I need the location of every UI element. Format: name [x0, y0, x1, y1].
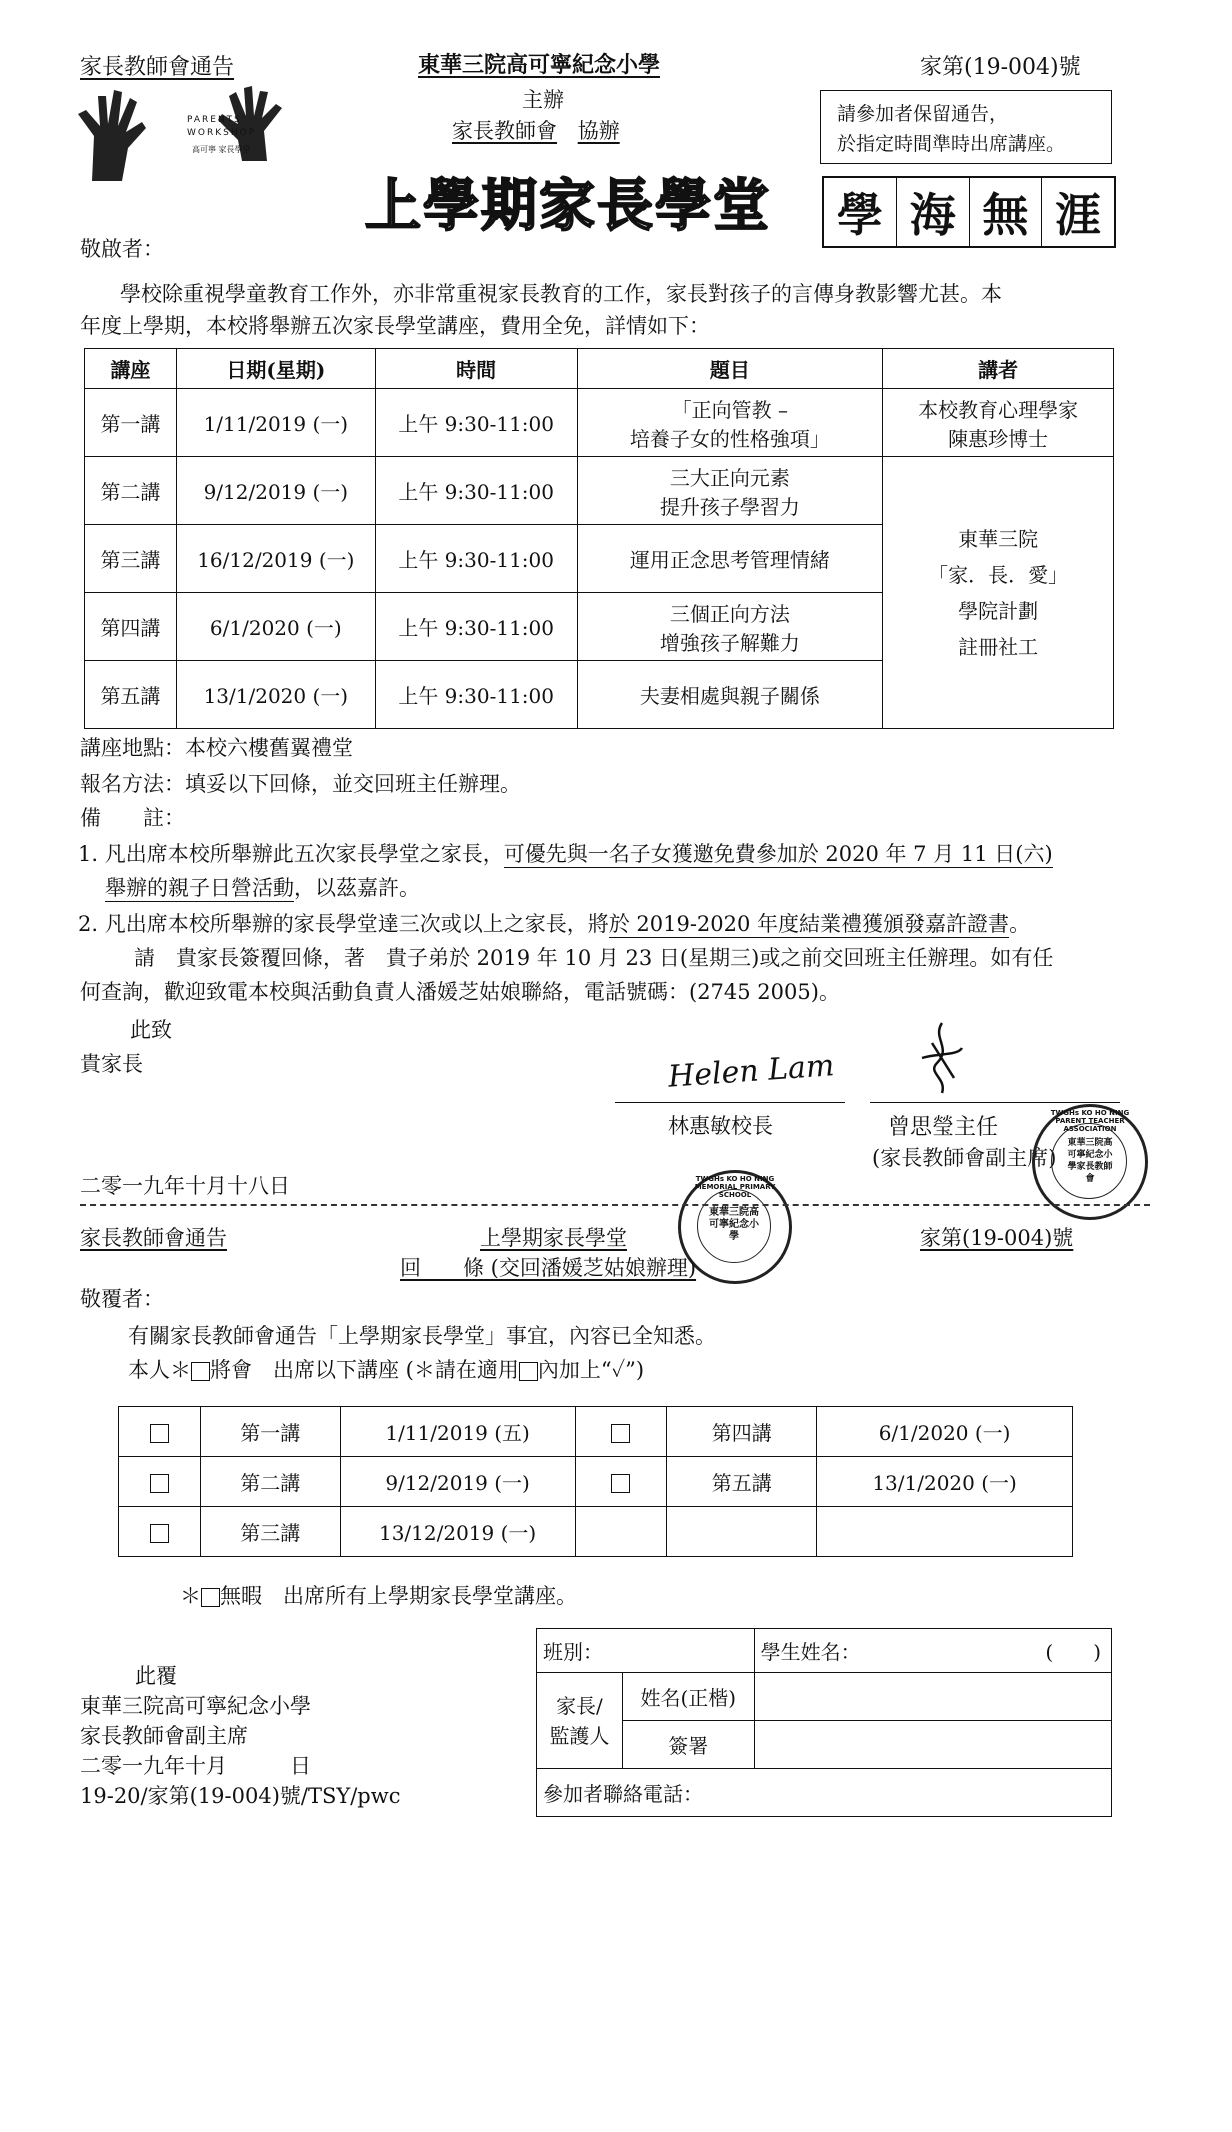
- table-row: [119, 1457, 1073, 1507]
- time-cell: 上午 9:30-11:00: [375, 457, 577, 525]
- signature-line: [615, 1102, 845, 1103]
- chair-name: 曾思瑩主任: [888, 1115, 999, 1140]
- stamp-center-text: 東華三院高可寧紀念小學: [709, 1207, 759, 1242]
- speaker-cell: [883, 457, 1114, 729]
- name-label: 姓名(正楷): [622, 1673, 754, 1721]
- logo-subtext: 高可寧 家長學堂: [192, 145, 251, 154]
- intro-line-2: 年度上學期，本校將舉辦五次家長學堂講座，費用全免，詳情如下：: [80, 314, 710, 338]
- lecture-cell: 第一講: [200, 1407, 340, 1457]
- date-cell: 6/1/2020 (一): [817, 1407, 1073, 1457]
- topic-cell: [577, 457, 883, 525]
- note-highlight: 可優先與一名子女獲邀免費參加於 2020 年 7 月 11 日(六): [503, 842, 1053, 866]
- principal-signature: Helen Lam: [666, 1048, 836, 1095]
- request-line-2: 何查詢，歡迎致電本校與活動負責人潘媛芝姑娘聯絡，電話號碼：(2745 2005)。: [80, 980, 840, 1004]
- motto-char: 海: [897, 178, 970, 246]
- empty-cell: [667, 1507, 817, 1557]
- note-text: ，以茲嘉許。: [294, 876, 420, 900]
- topic-line: 運用正念思考管理情緒: [629, 548, 830, 572]
- main-title: 上學期家長學堂: [365, 174, 771, 239]
- lecture-cell: 第四講: [667, 1407, 817, 1457]
- topic-cell: [577, 389, 883, 457]
- reply-line-2: [128, 1354, 644, 1384]
- guardian-label-line: 家長/: [556, 1693, 603, 1718]
- topic-line: 三大正向元素: [669, 465, 790, 490]
- apply-method: 報名方法：填妥以下回條，並交回班主任辦理。: [80, 772, 521, 796]
- principal-name: 林惠敏校長: [668, 1114, 773, 1138]
- reminder-box: [820, 90, 1112, 164]
- reply-ref-code: 19-20/家第(19-004)號/TSY/pwc: [80, 1784, 401, 1808]
- pta-stamp: [1032, 1104, 1148, 1220]
- motto-char: 無: [970, 178, 1043, 246]
- motto-char: 涯: [1055, 188, 1102, 242]
- note-highlight: 於 2019-2020 年度結業禮獲頒發嘉許證書: [608, 912, 1010, 936]
- column-header: 講座: [85, 349, 177, 389]
- signature-line: [870, 1102, 1120, 1103]
- intro-line-1: 學校除重視學童教育工作外，亦非常重視家長教育的工作，家長對孩子的言傳身教影響尤甚。本: [120, 282, 1002, 306]
- reply-text: 內加上“✓”): [537, 1358, 645, 1382]
- note-text: 2. 凡出席本校所舉辦的家長學堂達三次或以上之家長，將: [78, 912, 609, 936]
- schedule-table: [84, 348, 1114, 729]
- student-name-field[interactable]: [754, 1629, 1111, 1673]
- reply-subtitle: 回 條 (交回潘媛芝姑娘辦理): [400, 1256, 697, 1280]
- table-header: [85, 349, 1114, 389]
- reminder-line-1: 請參加者保留通告，: [837, 103, 1009, 125]
- speaker-line: 學院計劃: [958, 598, 1039, 623]
- topic-line: 培養子女的性格強項」: [629, 426, 830, 451]
- lecture-3-checkbox[interactable]: [150, 1524, 169, 1543]
- reply-closing: 此覆: [135, 1664, 177, 1688]
- student-name-label: 學生姓名：: [760, 1640, 861, 1664]
- topic-line: 增強孩子解難力: [659, 630, 800, 655]
- sign-label: 簽署: [622, 1721, 754, 1769]
- note-1-cont: [105, 872, 420, 902]
- organizer-label: 主辦: [522, 88, 564, 112]
- empty-cell: [575, 1507, 667, 1557]
- unavailable-line: [180, 1580, 577, 1610]
- request-line-1: 請 貴家長簽覆回條，著 貴子弟於 2019 年 10 月 23 日(星期三)或之前交回班主任辦理。如有任: [134, 946, 1054, 970]
- stamp-ring-text: TWGHs KO HO NING PARENT TEACHER ASSOCIATION: [1050, 1109, 1130, 1133]
- reminder-line-2: 於指定時間準時出席講座。: [837, 133, 1066, 155]
- reply-text: ＊: [180, 1584, 201, 1608]
- table-row: [85, 457, 1114, 525]
- choice-checkbox-cell: [575, 1457, 667, 1507]
- addressee: 貴家長: [80, 1052, 143, 1076]
- reply-salutation: 敬覆者：: [80, 1287, 164, 1311]
- note-highlight: 舉辦的親子日營活動: [105, 876, 294, 900]
- choice-checkbox-cell: [575, 1407, 667, 1457]
- table-row: [85, 389, 1114, 457]
- date-cell: 13/1/2020 (一): [817, 1457, 1073, 1507]
- chair-signature-mark: [912, 1018, 972, 1103]
- notice-label: 家長教師會通告: [80, 55, 235, 80]
- topic-cell: [577, 525, 883, 593]
- date-cell: 13/12/2019 (一): [340, 1507, 575, 1557]
- venue: 講座地點：本校六樓舊翼禮堂: [80, 736, 353, 760]
- time-cell: 上午 9:30-11:00: [375, 525, 577, 593]
- parents-workshop-logo: [72, 86, 302, 186]
- chair-title: (家長教師會副主席): [872, 1146, 1057, 1170]
- column-header: 日期(星期): [176, 349, 375, 389]
- speaker-line: 陳惠珍博士: [948, 426, 1049, 451]
- date-cell: 9/12/2019 (一): [340, 1457, 575, 1507]
- guardian-label-line: 監護人: [549, 1723, 610, 1748]
- date-cell: 1/11/2019 (五): [340, 1407, 575, 1457]
- note-text: 。: [1009, 912, 1031, 936]
- reply-text: 本人＊: [128, 1358, 191, 1382]
- guardian-name-input[interactable]: [754, 1673, 1111, 1721]
- column-header: 題目: [577, 349, 883, 389]
- date-cell: 13/1/2020 (一): [176, 661, 375, 729]
- column-header: 時間: [375, 349, 577, 389]
- lecture-4-checkbox[interactable]: [611, 1424, 630, 1443]
- lecture-cell: 第三講: [200, 1507, 340, 1557]
- note-text: 1. 凡出席本校所舉辦此五次家長學堂之家長，: [78, 842, 504, 866]
- lecture-5-checkbox[interactable]: [611, 1474, 630, 1493]
- reply-to-school: 東華三院高可寧紀念小學: [80, 1694, 311, 1718]
- reply-to-pta: 家長教師會副主席: [80, 1724, 248, 1748]
- motto-grid: [822, 176, 1116, 248]
- topic-line: 三個正向方法: [669, 601, 790, 626]
- form-row: [537, 1721, 1112, 1769]
- student-number-field[interactable]: ( ): [1045, 1640, 1101, 1664]
- time-cell: 上午 9:30-11:00: [375, 389, 577, 457]
- empty-cell: [817, 1507, 1073, 1557]
- lecture-choice-table: [118, 1406, 1073, 1557]
- lecture-cell: 第二講: [85, 457, 177, 525]
- speaker-line: 東華三院: [958, 526, 1039, 551]
- table-row: [119, 1507, 1073, 1557]
- time-cell: 上午 9:30-11:00: [375, 661, 577, 729]
- choice-checkbox-cell: [119, 1507, 201, 1557]
- stamp-ring-text: TWGHs KO HO NING MEMORIAL PRIMARY SCHOOL: [694, 1175, 776, 1199]
- table-row: [119, 1407, 1073, 1457]
- guardian-label: [537, 1673, 623, 1769]
- topic-line: 「正向管教 –: [671, 397, 789, 422]
- reply-text: 無暇 出席所有上學期家長學堂講座。: [220, 1584, 577, 1608]
- column-header: 講者: [883, 349, 1114, 389]
- stamp-center-text: 東華三院高可寧紀念小學家長教師會: [1067, 1138, 1113, 1184]
- topic-cell: [577, 661, 883, 729]
- cut-line: [80, 1204, 1150, 1206]
- attend-checkbox[interactable]: [191, 1362, 210, 1381]
- speaker-cell: [883, 389, 1114, 457]
- reply-date: 二零一九年十月 日: [80, 1754, 311, 1778]
- notice-date: 二零一九年十月十八日: [80, 1174, 290, 1198]
- motto-char: 學: [824, 178, 897, 246]
- lecture-2-checkbox[interactable]: [150, 1474, 169, 1493]
- coorganizer: [452, 115, 620, 145]
- logo-text: PARENTS' WORKSHOP: [187, 115, 257, 138]
- remarks-label: 備 註：: [80, 806, 185, 830]
- lecture-cell: 第四講: [85, 593, 177, 661]
- reference-number: 家第(19-004)號: [920, 55, 1081, 80]
- choice-checkbox-cell: [119, 1457, 201, 1507]
- school-name: 東華三院高可寧紀念小學: [418, 52, 661, 78]
- lecture-cell: 第五講: [667, 1457, 817, 1507]
- form-row: [537, 1629, 1112, 1673]
- reply-notice: 家長教師會通告: [80, 1226, 227, 1250]
- speaker-line: 本校教育心理學家: [918, 397, 1079, 422]
- reply-text: 將會 出席以下講座 (＊請在適用: [210, 1358, 519, 1382]
- date-cell: 1/11/2019 (一): [176, 389, 375, 457]
- reply-ref-number: 家第(19-004)號: [920, 1226, 1074, 1250]
- coorganizer-label: 協辦: [577, 119, 620, 143]
- date-cell: 16/12/2019 (一): [176, 525, 375, 593]
- topic-line: 夫妻相處與親子關係: [639, 684, 820, 708]
- form-row: [537, 1673, 1112, 1721]
- topic-line: 提升孩子學習力: [659, 494, 800, 519]
- coorganizer-name: 家長教師會: [452, 119, 557, 143]
- lecture-cell: 第三講: [85, 525, 177, 593]
- form-row: [537, 1769, 1112, 1817]
- phone-field[interactable]: 參加者聯絡電話：: [537, 1769, 1112, 1817]
- lecture-cell: 第二講: [200, 1457, 340, 1507]
- note-2: [78, 908, 1030, 938]
- speaker-line: 註冊社工: [958, 634, 1039, 659]
- choice-checkbox-cell: [119, 1407, 201, 1457]
- date-cell: 9/12/2019 (一): [176, 457, 375, 525]
- class-field[interactable]: 班別：: [537, 1629, 755, 1673]
- lecture-1-checkbox[interactable]: [150, 1424, 169, 1443]
- note-1: [78, 838, 1053, 868]
- reply-line-1: 有關家長教師會通告「上學期家長學堂」事宜，內容已全知悉。: [128, 1324, 716, 1348]
- student-info-form: [536, 1628, 1112, 1817]
- signature-input[interactable]: [754, 1721, 1111, 1769]
- topic-cell: [577, 593, 883, 661]
- lecture-cell: 第一講: [85, 389, 177, 457]
- checkbox-sample-icon: [519, 1362, 538, 1381]
- reply-title: 上學期家長學堂: [480, 1226, 627, 1250]
- date-cell: 6/1/2020 (一): [176, 593, 375, 661]
- lecture-cell: 第五講: [85, 661, 177, 729]
- speaker-line: 「家．長．愛」: [928, 562, 1069, 587]
- salutation: 敬啟者：: [80, 237, 164, 261]
- unavailable-checkbox[interactable]: [201, 1588, 220, 1607]
- time-cell: 上午 9:30-11:00: [375, 593, 577, 661]
- closing: 此致: [130, 1018, 172, 1042]
